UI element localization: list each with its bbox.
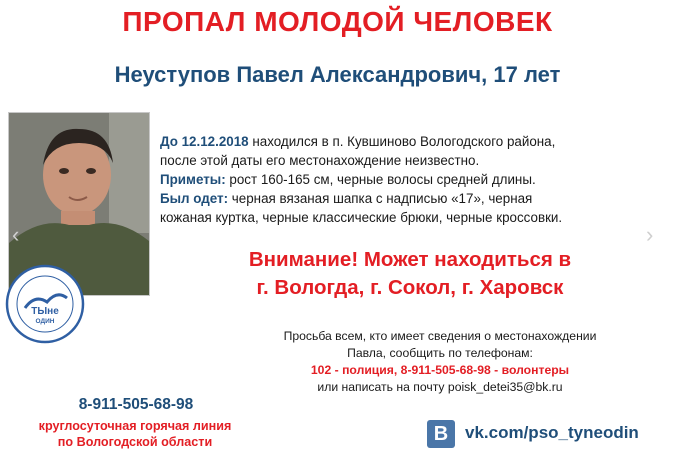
poster-title: ПРОПАЛ МОЛОДОЙ ЧЕЛОВЕК bbox=[122, 6, 553, 37]
hotline-line-1: круглосуточная горячая линия bbox=[38, 419, 232, 433]
description-line-1: До 12.12.2018 находился в п. Кувшиново Вологодского района, bbox=[160, 134, 556, 149]
next-arrow-icon[interactable]: › bbox=[646, 222, 654, 247]
dressed-line: Был одет: черная вязаная шапка с надписью «17», черная bbox=[160, 191, 533, 206]
request-line-1: Просьба всем, кто имеет сведения о местонахождении bbox=[283, 329, 597, 343]
request-phones: 102 - полиция, 8-911-505-68-98 - волонтеры bbox=[310, 363, 570, 377]
missing-person-name: Неуступов Павел Александрович, 17 лет bbox=[114, 62, 561, 87]
hotline-phone: 8-911-505-68-98 bbox=[78, 396, 194, 413]
vk-link[interactable]: vk.com/pso_tyneodin bbox=[465, 423, 639, 442]
warning-block bbox=[200, 246, 620, 302]
dressed-line-2: кожаная куртка, черные классические брюки, черные кроссовки. bbox=[160, 210, 563, 225]
signs-line: Приметы: рост 160-165 см, черные волосы средней длины. bbox=[160, 172, 536, 187]
hotline-line-2: по Вологодской области bbox=[57, 435, 213, 449]
previous-arrow-icon[interactable]: ‹ bbox=[12, 222, 20, 247]
tyneodin-logo bbox=[5, 264, 85, 344]
description-block bbox=[160, 132, 670, 227]
warning-line-1: Внимание! Может находиться в bbox=[248, 248, 572, 271]
warning-line-2: г. Вологда, г. Сокол, г. Харовск bbox=[256, 276, 564, 299]
description-line-2: после этой даты его местонахождение неизвестно. bbox=[160, 153, 480, 168]
svg-text:ОДИН: ОДИН bbox=[35, 318, 55, 325]
svg-text:ТЫне: ТЫне bbox=[31, 306, 59, 317]
vk-icon: В bbox=[427, 420, 455, 448]
hotline-caption bbox=[20, 418, 250, 450]
request-line-2: Павла, сообщить по телефонам: bbox=[347, 346, 533, 360]
request-email: или написать на почту poisk_detei35@bk.ru bbox=[317, 380, 563, 394]
request-block bbox=[250, 328, 630, 396]
